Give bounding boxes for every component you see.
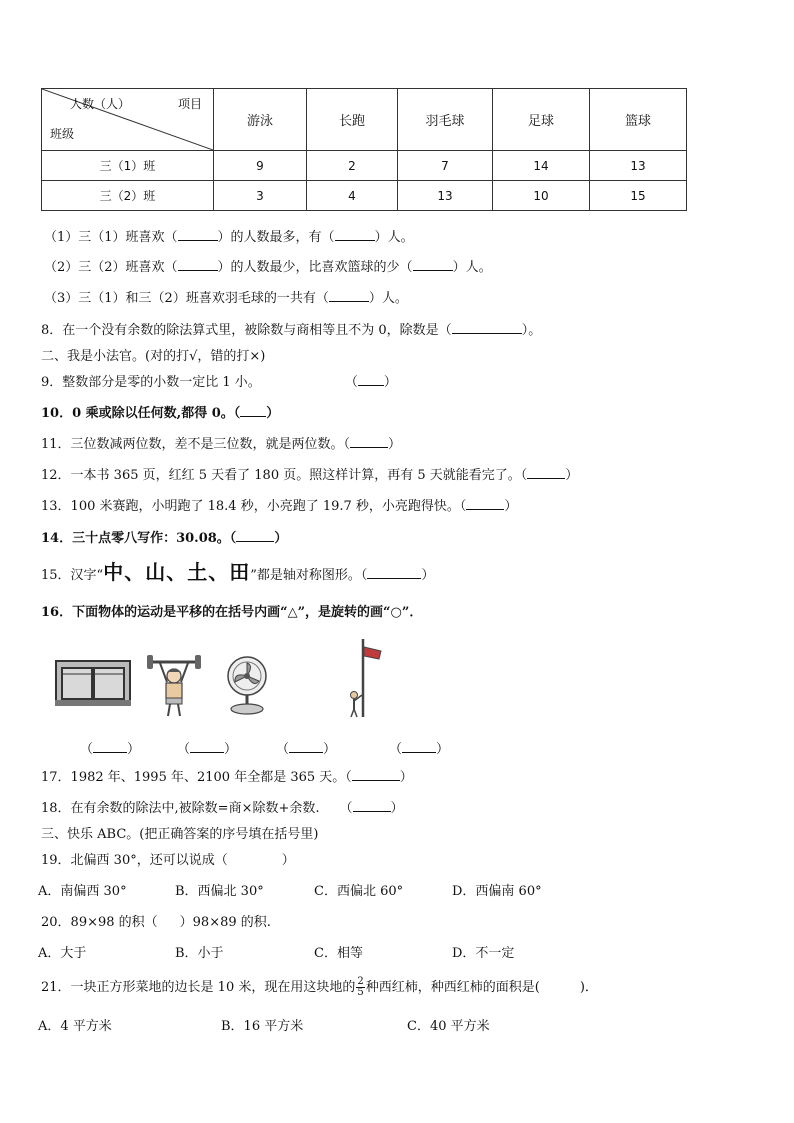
q7-sub2: （2）三（2）班喜欢（ ）的人数最少，比喜欢篮球的少（ ）人。: [44, 260, 492, 275]
q10: 10．0 乘或除以任何数,都得 0。（ ）: [41, 406, 280, 421]
table-cell: 10: [493, 181, 590, 211]
fraction-two-fifths: $\frac{2}{5}$: [357, 976, 364, 998]
column-header: 长跑: [307, 89, 398, 151]
table-cell: 13: [590, 151, 687, 181]
corner-cell: [42, 89, 214, 151]
table-cell: 13: [398, 181, 493, 211]
weightlifter-icon: [145, 652, 203, 718]
table-cell: 7: [398, 151, 493, 181]
q19: 19．北偏西 30°，还可以说成（ ）: [41, 853, 295, 868]
answer-blank[interactable]: [350, 437, 388, 448]
q16-paren-2: （ ）: [177, 742, 238, 757]
column-header: 足球: [493, 89, 590, 151]
answer-blank[interactable]: [178, 230, 218, 241]
section-3-heading: 三、快乐 ABC。(把正确答案的序号填在括号里): [41, 827, 319, 842]
q17: 17．1982 年、1995 年、2100 年全都是 365 天。（ ）: [41, 770, 413, 785]
q20-option-a[interactable]: A．大于: [38, 946, 87, 961]
table-cell: 4: [307, 181, 398, 211]
table-cell: 15: [590, 181, 687, 211]
sports-table: [41, 88, 687, 211]
q19-option-d[interactable]: D．西偏南 60°: [452, 884, 542, 899]
answer-blank[interactable]: [93, 742, 127, 753]
answer-blank[interactable]: [352, 770, 400, 781]
corner-item-label: 项目: [178, 97, 203, 111]
q19-option-c[interactable]: C．西偏北 60°: [314, 884, 404, 899]
q16: 16．下面物体的运动是平移的在括号内画“△”，是旋转的画“○”．: [41, 605, 423, 620]
q19-option-b[interactable]: B．西偏北 30°: [175, 884, 264, 899]
q16-paren-1: （ ）: [80, 742, 141, 757]
column-header: 游泳: [214, 89, 307, 151]
table-cell: 3: [214, 181, 307, 211]
q21-option-c[interactable]: C．40 平方米: [407, 1019, 490, 1034]
answer-blank[interactable]: [289, 742, 323, 753]
q16-paren-3: （ ）: [276, 742, 337, 757]
answer-blank[interactable]: [527, 468, 565, 479]
answer-blank[interactable]: [413, 260, 453, 271]
corner-count-label: 人数（人）: [70, 97, 131, 111]
q21: 21．一块正方形菜地的边长是 10 米，现在用这块地的 $\frac{2}{5}$ 种西红柿，种西红柿的面积是( )．: [41, 976, 598, 998]
answer-blank[interactable]: [178, 260, 218, 271]
q13: 13．100 米赛跑，小明跑了 18.4 秒，小亮跑了 19.7 秒，小亮跑得快。（ ）: [41, 499, 518, 514]
q9: 9．整数部分是零的小数一定比 1 小。 （ ）: [41, 375, 397, 390]
column-header: 羽毛球: [398, 89, 493, 151]
answer-blank[interactable]: [367, 568, 421, 579]
q20-option-b[interactable]: B．小于: [175, 946, 224, 961]
q8: 8．在一个没有余数的除法算式里，被除数与商相等且不为 0，除数是（ ）。: [41, 323, 542, 338]
flagpole-icon: [343, 637, 383, 719]
q18: 18．在有余数的除法中,被除数=商×除数+余数. （ ）: [41, 801, 404, 816]
answer-blank[interactable]: [358, 375, 384, 386]
table-cell: 14: [493, 151, 590, 181]
section-2-heading: 二、我是小法官。(对的打√，错的打×): [41, 349, 266, 364]
answer-blank[interactable]: [329, 291, 369, 302]
q12: 12．一本书 365 页，红红 5 天看了 180 页。照这样计算，再有 5 天就能看完了。（ ）: [41, 468, 579, 483]
q21-option-b[interactable]: B．16 平方米: [221, 1019, 304, 1034]
answer-blank[interactable]: [353, 801, 391, 812]
q19-option-a[interactable]: A．南偏西 30°: [38, 884, 127, 899]
answer-blank[interactable]: [402, 742, 436, 753]
table-row: [42, 151, 687, 181]
q20: 20．89×98 的积（ ）98×89 的积.: [41, 915, 271, 930]
q15: 15．汉字“中、山、土、田”都是轴对称图形。（ ）: [41, 560, 435, 584]
q7-sub3: （3）三（1）和三（2）班喜欢羽毛球的一共有（ ）人。: [44, 291, 408, 306]
answer-blank[interactable]: [236, 531, 274, 542]
q11: 11．三位数减两位数，差不是三位数，就是两位数。（ ）: [41, 437, 402, 452]
q14: 14．三十点零八写作：30.08。（ ）: [41, 531, 288, 546]
table-header-row: [42, 89, 687, 151]
answer-blank[interactable]: [335, 230, 375, 241]
han-characters: 中、山、土、田: [103, 560, 251, 584]
table-cell: 2: [307, 151, 398, 181]
corner-class-label: 班级: [50, 127, 75, 141]
q21-option-a[interactable]: A．4 平方米: [38, 1019, 112, 1034]
fan-icon: [224, 655, 270, 715]
column-header: 篮球: [590, 89, 687, 151]
row-label: 三（2）班: [42, 181, 214, 211]
row-label: 三（1）班: [42, 151, 214, 181]
q7-sub1: （1）三（1）班喜欢（ ）的人数最多，有（ ）人。: [44, 230, 414, 245]
q20-option-c[interactable]: C．相等: [314, 946, 363, 961]
answer-blank[interactable]: [466, 499, 504, 510]
table-cell: 9: [214, 151, 307, 181]
answer-blank[interactable]: [190, 742, 224, 753]
window-icon: [55, 660, 131, 706]
answer-blank[interactable]: [240, 406, 266, 417]
q20-option-d[interactable]: D．不一定: [452, 946, 515, 961]
answer-blank[interactable]: [452, 323, 522, 334]
q16-paren-4: （ ）: [389, 742, 450, 757]
table-row: [42, 181, 687, 211]
